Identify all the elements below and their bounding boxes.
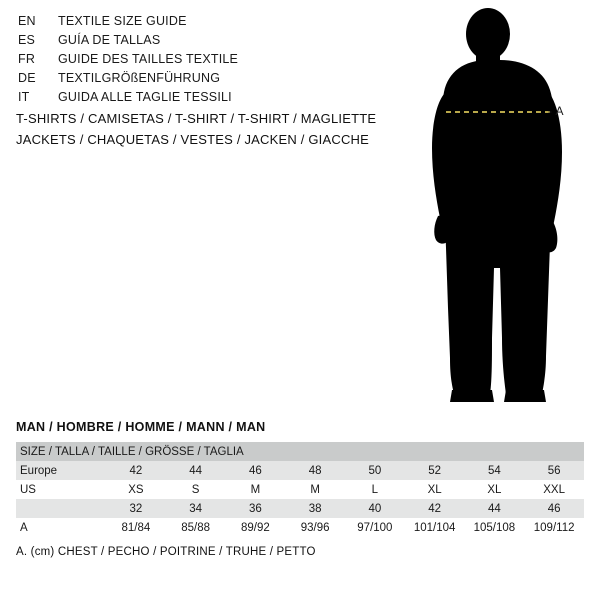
table-cell: 36 — [248, 502, 262, 515]
table-cell: 46 — [547, 502, 561, 515]
table-cell: 93/96 — [300, 521, 330, 534]
table-cell: 52 — [428, 464, 442, 477]
table-cell: 89/92 — [240, 521, 270, 534]
product-type-tshirts: T-SHIRTS / CAMISETAS / T-SHIRT / T-SHIRT / MAGLIETTE — [16, 111, 377, 126]
table-cell: 46 — [248, 464, 262, 477]
table-cell: 44 — [487, 502, 501, 515]
table-cell: 54 — [487, 464, 501, 477]
table-cell: 34 — [189, 502, 203, 515]
table-row — [16, 499, 584, 518]
measurement-footnote: A. (cm) CHEST / PECHO / POITRINE / TRUHE / PETTO — [16, 546, 316, 558]
table-cell: 48 — [308, 464, 322, 477]
table-cell: 42 — [129, 464, 143, 477]
language-row — [18, 52, 398, 71]
row-label: Europe — [20, 464, 58, 477]
table-cell: S — [191, 483, 200, 496]
table-cell: 44 — [189, 464, 203, 477]
table-row — [16, 518, 584, 537]
table-cell: 40 — [368, 502, 382, 515]
male-silhouette-illustration — [400, 8, 600, 408]
row-label: A — [20, 521, 28, 534]
language-list — [18, 14, 398, 109]
table-cell: 101/104 — [413, 521, 456, 534]
table-cell: XXL — [543, 483, 565, 496]
table-cell: 42 — [428, 502, 442, 515]
product-type-jackets: JACKETS / CHAQUETAS / VESTES / JACKEN / GIACCHE — [16, 132, 370, 147]
language-row — [18, 14, 398, 33]
language-code: IT — [18, 90, 30, 104]
language-title: GUÍA DE TALLAS — [58, 33, 161, 47]
table-cell: 50 — [368, 464, 382, 477]
table-cell: M — [310, 483, 320, 496]
silhouette-svg — [400, 8, 600, 408]
table-cell: XL — [427, 483, 442, 496]
table-row — [16, 461, 584, 480]
language-row — [18, 33, 398, 52]
language-title: GUIDE DES TAILLES TEXTILE — [58, 52, 239, 66]
table-cell: 81/84 — [121, 521, 151, 534]
language-code: EN — [18, 14, 36, 28]
table-header-row — [16, 442, 584, 461]
language-title: TEXTILE SIZE GUIDE — [58, 14, 187, 28]
gender-header: MAN / HOMBRE / HOMME / MANN / MAN — [16, 420, 266, 434]
language-code: FR — [18, 52, 36, 66]
language-code: DE — [18, 71, 36, 85]
table-cell: 97/100 — [357, 521, 393, 534]
table-cell: M — [250, 483, 261, 496]
product-type-list — [16, 111, 416, 153]
table-cell: 109/112 — [533, 521, 575, 534]
language-code: ES — [18, 33, 36, 47]
table-cell: 56 — [547, 464, 561, 477]
table-header-label: SIZE / TALLA / TAILLE / GRÖSSE / TAGLIA — [20, 445, 244, 458]
language-title: TEXTILGRÖßENFÜHRUNG — [58, 71, 221, 85]
size-table — [16, 442, 584, 537]
table-row — [16, 480, 584, 499]
language-title: GUIDA ALLE TAGLIE TESSILI — [58, 90, 232, 104]
table-cell: 85/88 — [181, 521, 211, 534]
language-row — [18, 71, 398, 90]
table-cell: 38 — [308, 502, 322, 515]
row-label: US — [20, 483, 36, 496]
table-cell: 32 — [129, 502, 143, 515]
table-cell: L — [371, 483, 379, 496]
language-row — [18, 90, 398, 109]
chest-measure-label: - A — [548, 104, 564, 118]
table-cell: XL — [487, 483, 502, 496]
table-cell: XS — [128, 483, 144, 496]
table-cell: 105/108 — [473, 521, 516, 534]
